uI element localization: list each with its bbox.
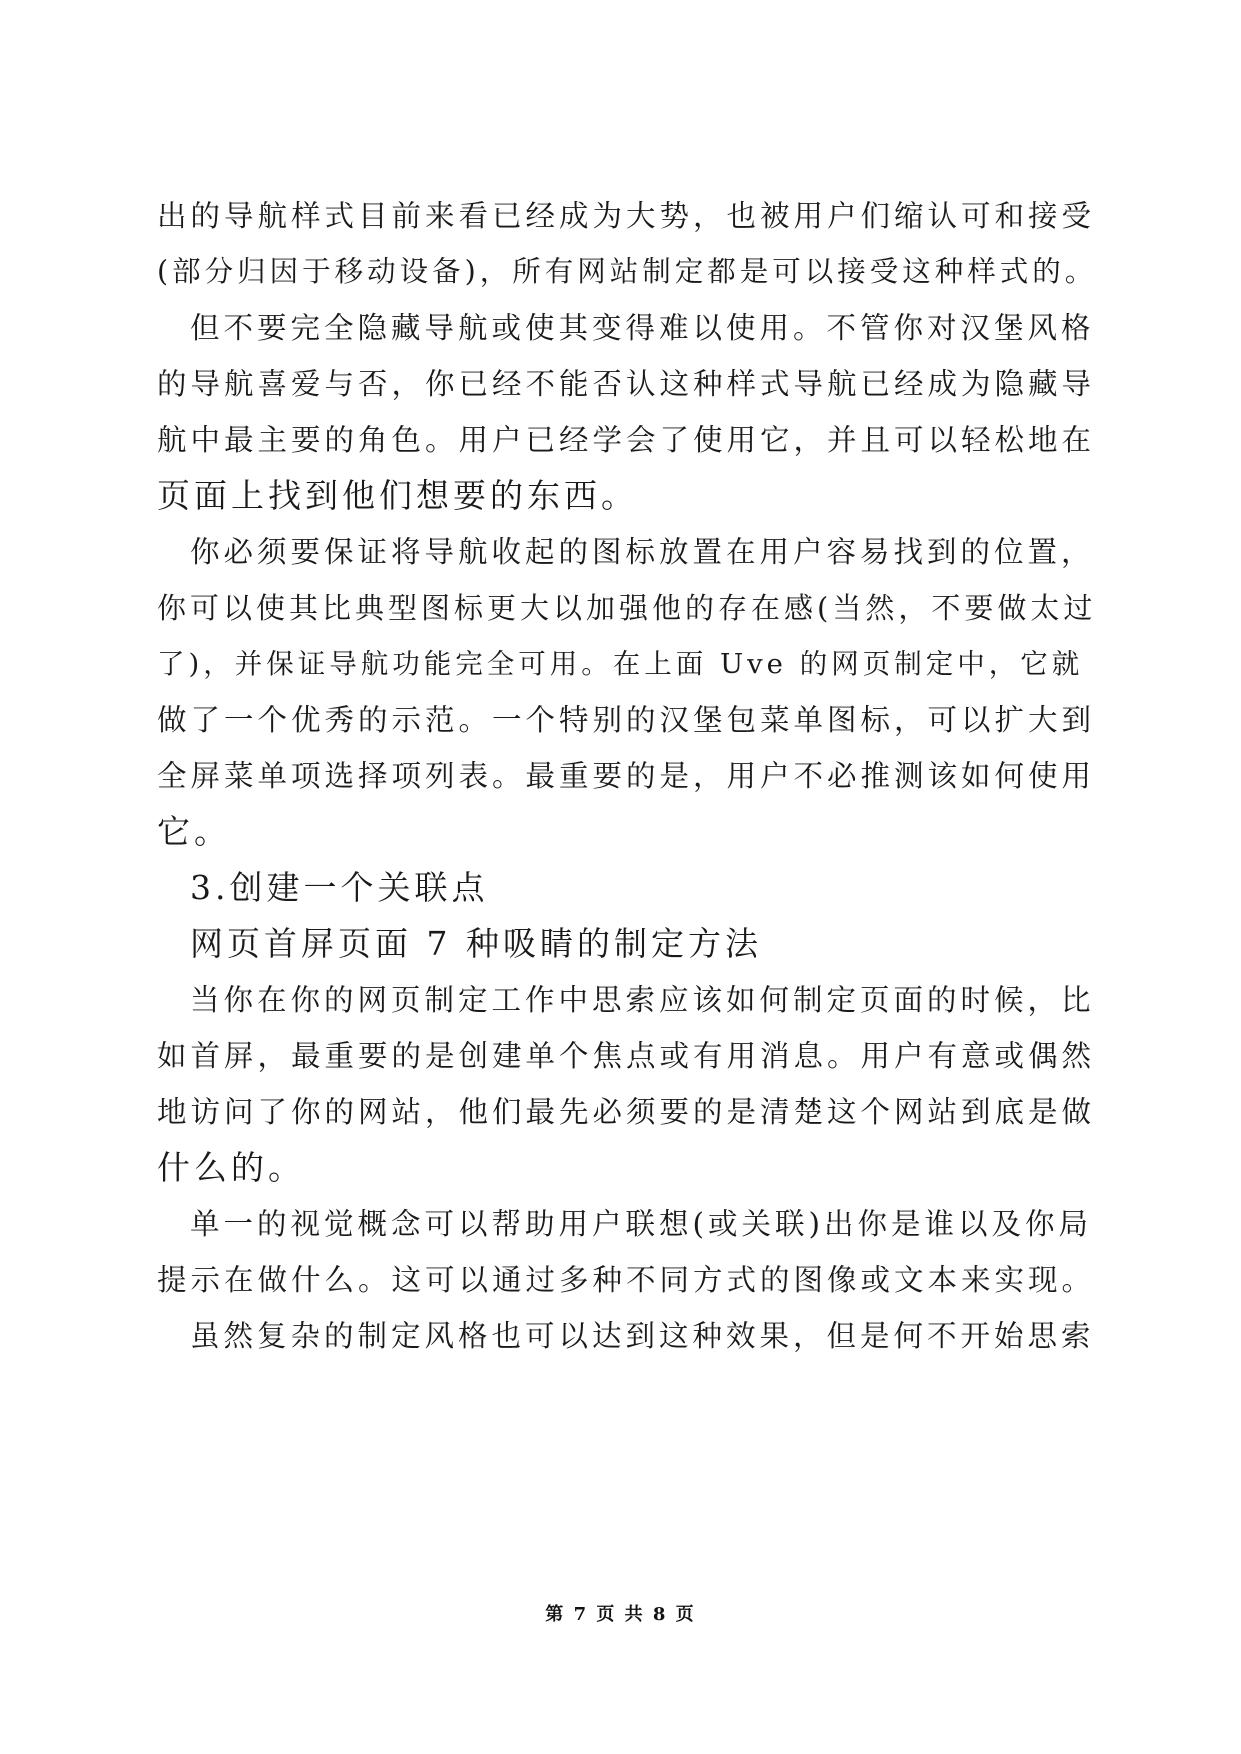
text-line: 你必须要保证将导航收起的图标放置在用户容易找到的位置，: [190, 535, 1095, 569]
text-line: 什么的。: [157, 1148, 305, 1187]
text-line: 网页首屏页面 7 种吸睛的制定方法: [190, 924, 762, 963]
text-line: 出的导航样式目前来看已经成为大势，也被用户们缩认可和接受: [157, 199, 1096, 233]
text-line: 如首屏，最重要的是创建单个焦点或有用消息。用户有意或偶然: [157, 1039, 1096, 1073]
text-line: 做了一个优秀的示范。一个特别的汉堡包菜单图标，可以扩大到: [157, 703, 1096, 737]
text-line: 当你在你的网页制定工作中思索应该如何制定页面的时候，比: [190, 983, 1095, 1017]
text-line: 全屏菜单项选择项列表。最重要的是，用户不必推测该如何使用: [157, 759, 1096, 793]
document-body: [157, 188, 1097, 1364]
text-line: 你可以使其比典型图标更大以加强他的存在感(当然，不要做太过: [157, 591, 1097, 625]
text-line: 3.创建一个关联点: [190, 868, 489, 907]
text-line: 页面上找到他们想要的东西。: [157, 476, 638, 515]
page-footer: 第 7 页 共 8 页: [545, 1604, 696, 1625]
text-line: (部分归因于移动设备)，所有网站制定都是可以接受这种样式的。: [157, 255, 1098, 288]
text-line: 虽然复杂的制定风格也可以达到这种效果，但是何不开始思索: [190, 1319, 1095, 1353]
text-line: 但不要完全隐藏导航或使其变得难以使用。不管你对汉堡风格: [190, 311, 1095, 345]
text-line: 的导航喜爱与否，你已经不能否认这种样式导航已经成为隐藏导: [157, 367, 1096, 401]
text-line: 了)，并保证导航功能完全可用。在上面 Uve 的网页制定中，它就: [157, 648, 1084, 680]
text-line: 它。: [157, 812, 231, 851]
text-line: 单一的视觉概念可以帮助用户联想(或关联)出你是谁以及你局: [190, 1207, 1093, 1241]
text-line: 提示在做什么。这可以通过多种不同方式的图像或文本来实现。: [157, 1263, 1096, 1297]
text-line: 地访问了你的网站，他们最先必须要的是清楚这个网站到底是做: [157, 1095, 1096, 1129]
text-line: 航中最主要的角色。用户已经学会了使用它，并且可以轻松地在: [157, 423, 1096, 457]
